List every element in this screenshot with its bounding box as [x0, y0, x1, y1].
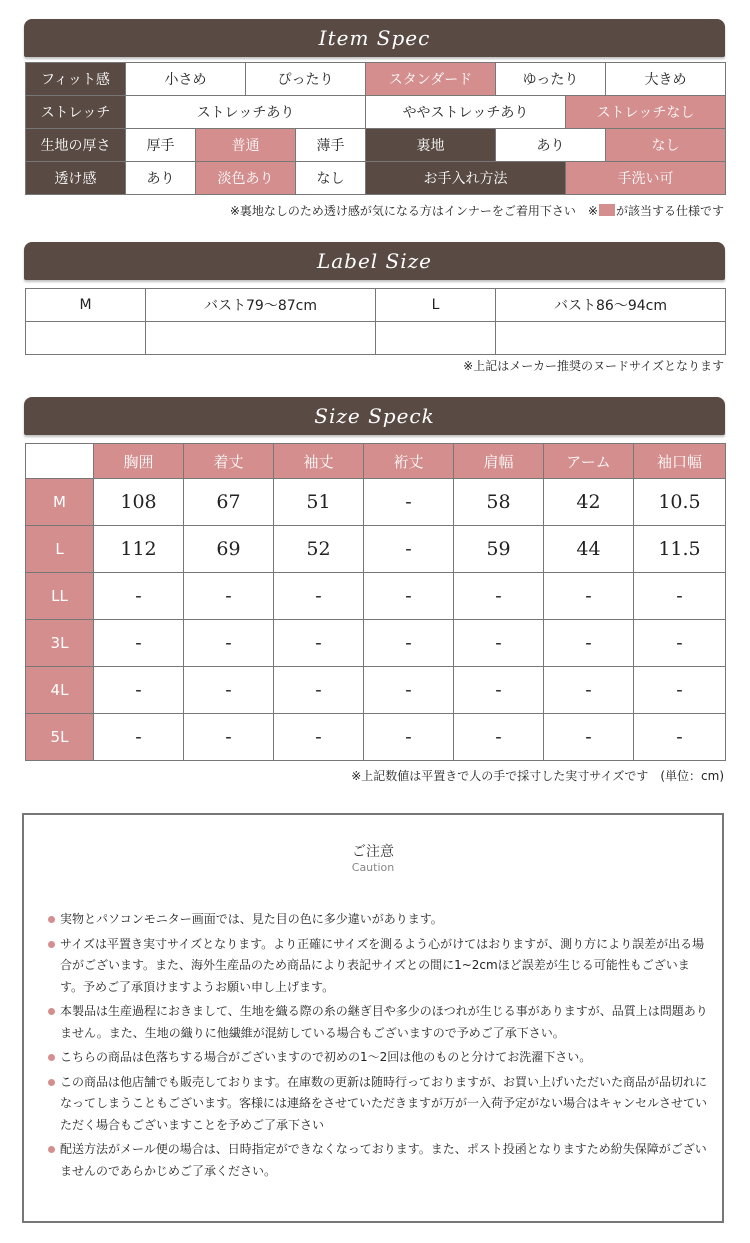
size-corner-cell [26, 444, 94, 479]
size-value-cell: - [634, 667, 726, 714]
size-value-cell: - [454, 573, 544, 620]
label-cell [496, 322, 726, 355]
caution-list [48, 909, 712, 1185]
size-spec-table [25, 443, 726, 761]
size-row [26, 620, 726, 667]
caution-item: サイズは平置き実寸サイズとなります。より正確にサイズを測るよう心がけてはおりますが、測り方により誤差が出る場合がございます。また、海外生産品のため商品により表記サイズとの間に1~2cmほど誤差が生じる可能性もございます。予めご了承頂けますようお願い申し上げます。 [48, 934, 712, 999]
size-value-cell: - [454, 667, 544, 714]
size-row-label: 5L [26, 714, 94, 761]
label-cell: バスト86～94cm [496, 289, 726, 322]
size-value-cell: - [454, 620, 544, 667]
caution-box [22, 813, 724, 1223]
label-cell [26, 322, 146, 355]
size-row-label: L [26, 526, 94, 573]
size-row [26, 714, 726, 761]
label-size-title: Label Size [316, 249, 433, 273]
caution-subtitle: Caution [351, 861, 395, 874]
spec-option: なし [606, 129, 726, 162]
caution-title: ご注意 [352, 844, 394, 860]
label-size-header [24, 242, 725, 280]
size-value-cell: 51 [274, 479, 364, 526]
item-spec-note-a: ※裏地なしのため透け感が気になる方はインナーをご着用下さい ※ [229, 204, 598, 218]
spec-option: ぴったり [246, 63, 366, 96]
size-value-cell: - [634, 620, 726, 667]
spec-option: あり [496, 129, 606, 162]
spec-option: ややストレッチあり [366, 96, 566, 129]
spec-row-fit [26, 63, 726, 96]
caution-item: 本製品は生産過程におきまして、生地を織る際の糸の継ぎ目や多少のほつれが生じる事がありますが、品質上は問題ありません。また、生地の織りに他繊維が混紡している場合もございますので予めご了承下さい。 [48, 1001, 712, 1044]
spec-row-stretch [26, 96, 726, 129]
size-value-cell: - [274, 714, 364, 761]
spec-option: 手洗い可 [566, 162, 726, 195]
spec-option: 厚手 [126, 129, 196, 162]
size-value-cell: 67 [184, 479, 274, 526]
size-value-cell: - [634, 573, 726, 620]
spec-label: ストレッチ [26, 96, 126, 129]
size-body [26, 479, 726, 761]
spec-option: ゆったり [496, 63, 606, 96]
size-value-cell: 59 [454, 526, 544, 573]
size-row [26, 479, 726, 526]
size-value-cell: - [364, 667, 454, 714]
size-row [26, 667, 726, 714]
size-value-cell: - [94, 667, 184, 714]
size-value-cell: - [94, 714, 184, 761]
size-value-cell: 69 [184, 526, 274, 573]
size-row-label: M [26, 479, 94, 526]
spec-label: 生地の厚さ [26, 129, 126, 162]
label-row [26, 322, 726, 355]
spec-option: ストレッチなし [566, 96, 726, 129]
spec-option: あり [126, 162, 196, 195]
size-value-cell: - [184, 620, 274, 667]
size-value-cell: - [364, 620, 454, 667]
size-value-cell: - [364, 714, 454, 761]
spec-option: 小さめ [126, 63, 246, 96]
size-col-header: アーム [544, 444, 634, 479]
size-row-label: LL [26, 573, 94, 620]
caution-item: 配送方法がメール便の場合は、日時指定ができなくなっております。また、ポスト投函となりますため紛失保障がございませんのであらかじめご了承ください。 [48, 1139, 712, 1182]
spec-label: 裏地 [366, 129, 496, 162]
size-value-cell: - [94, 620, 184, 667]
item-spec-table [25, 62, 726, 195]
size-value-cell: - [364, 479, 454, 526]
size-value-cell: 112 [94, 526, 184, 573]
size-value-cell: 58 [454, 479, 544, 526]
caution-item: こちらの商品は色落ちする場合がございますので初めの1～2回は他のものと分けてお洗濯下さい。 [48, 1047, 712, 1069]
label-row [26, 289, 726, 322]
spec-option: 薄手 [296, 129, 366, 162]
spec-option: 普通 [196, 129, 296, 162]
size-col-header: 着丈 [184, 444, 274, 479]
spec-option: ストレッチあり [126, 96, 366, 129]
size-col-header: 裄丈 [364, 444, 454, 479]
caution-item: この商品は他店舗でも販売しております。在庫数の更新は随時行っておりますが、お買い上げいただいた商品が品切れになってしまうこともございます。客様には連絡をさせていただきますが万が一入荷予定がない場合はキャンセルさせていただく場合もございますことを予めご了承下さい [48, 1072, 712, 1137]
size-value-cell: - [544, 573, 634, 620]
size-value-cell: 42 [544, 479, 634, 526]
size-value-cell: 11.5 [634, 526, 726, 573]
label-size-note: ※上記はメーカー推奨のヌードサイズとなります [463, 359, 724, 373]
size-spec-header [24, 397, 725, 435]
item-spec-note-b: が該当する仕様です [615, 204, 724, 218]
spec-option: なし [296, 162, 366, 195]
size-value-cell: - [274, 573, 364, 620]
size-value-cell: - [184, 573, 274, 620]
size-value-cell: - [274, 620, 364, 667]
size-col-header: 肩幅 [454, 444, 544, 479]
size-value-cell: - [544, 620, 634, 667]
size-row-label: 3L [26, 620, 94, 667]
size-value-cell: - [364, 526, 454, 573]
label-cell: L [376, 289, 496, 322]
size-value-cell: - [184, 714, 274, 761]
size-row-label: 4L [26, 667, 94, 714]
size-value-cell: - [634, 714, 726, 761]
item-spec-header [24, 19, 725, 57]
spec-option: 淡色あり [196, 162, 296, 195]
size-value-cell: - [274, 667, 364, 714]
label-cell [146, 322, 376, 355]
spec-row-thickness [26, 129, 726, 162]
size-col-header: 袖丈 [274, 444, 364, 479]
label-cell [376, 322, 496, 355]
size-value-cell: 44 [544, 526, 634, 573]
spec-option: 大きめ [606, 63, 726, 96]
label-size-table [25, 288, 726, 355]
size-value-cell: 10.5 [634, 479, 726, 526]
item-spec-title: Item Spec [318, 26, 431, 50]
spec-label: お手入れ方法 [366, 162, 566, 195]
size-value-cell: - [544, 667, 634, 714]
item-spec-note [230, 202, 724, 219]
size-row [26, 573, 726, 620]
size-value-cell: - [184, 667, 274, 714]
label-cell: M [26, 289, 146, 322]
size-value-cell: - [94, 573, 184, 620]
label-cell: バスト79～87cm [146, 289, 376, 322]
size-value-cell: 108 [94, 479, 184, 526]
spec-label: フィット感 [26, 63, 126, 96]
size-spec-note: ※上記数値は平置きで人の手で採寸した実寸サイズです (単位：cm) [351, 769, 724, 783]
spec-label: 透け感 [26, 162, 126, 195]
spec-option: スタンダード [366, 63, 496, 96]
size-value-cell: - [544, 714, 634, 761]
size-header-row [26, 444, 726, 479]
size-row [26, 526, 726, 573]
size-col-header: 胸囲 [94, 444, 184, 479]
size-value-cell: - [364, 573, 454, 620]
size-value-cell: 52 [274, 526, 364, 573]
size-col-header: 袖口幅 [634, 444, 726, 479]
size-spec-title: Size Speck [314, 404, 435, 428]
size-value-cell: - [454, 714, 544, 761]
spec-row-sheer [26, 162, 726, 195]
selected-color-swatch [599, 204, 615, 216]
caution-item: 実物とパソコンモニター画面では、見た目の色に多少違いがあります。 [48, 909, 712, 931]
